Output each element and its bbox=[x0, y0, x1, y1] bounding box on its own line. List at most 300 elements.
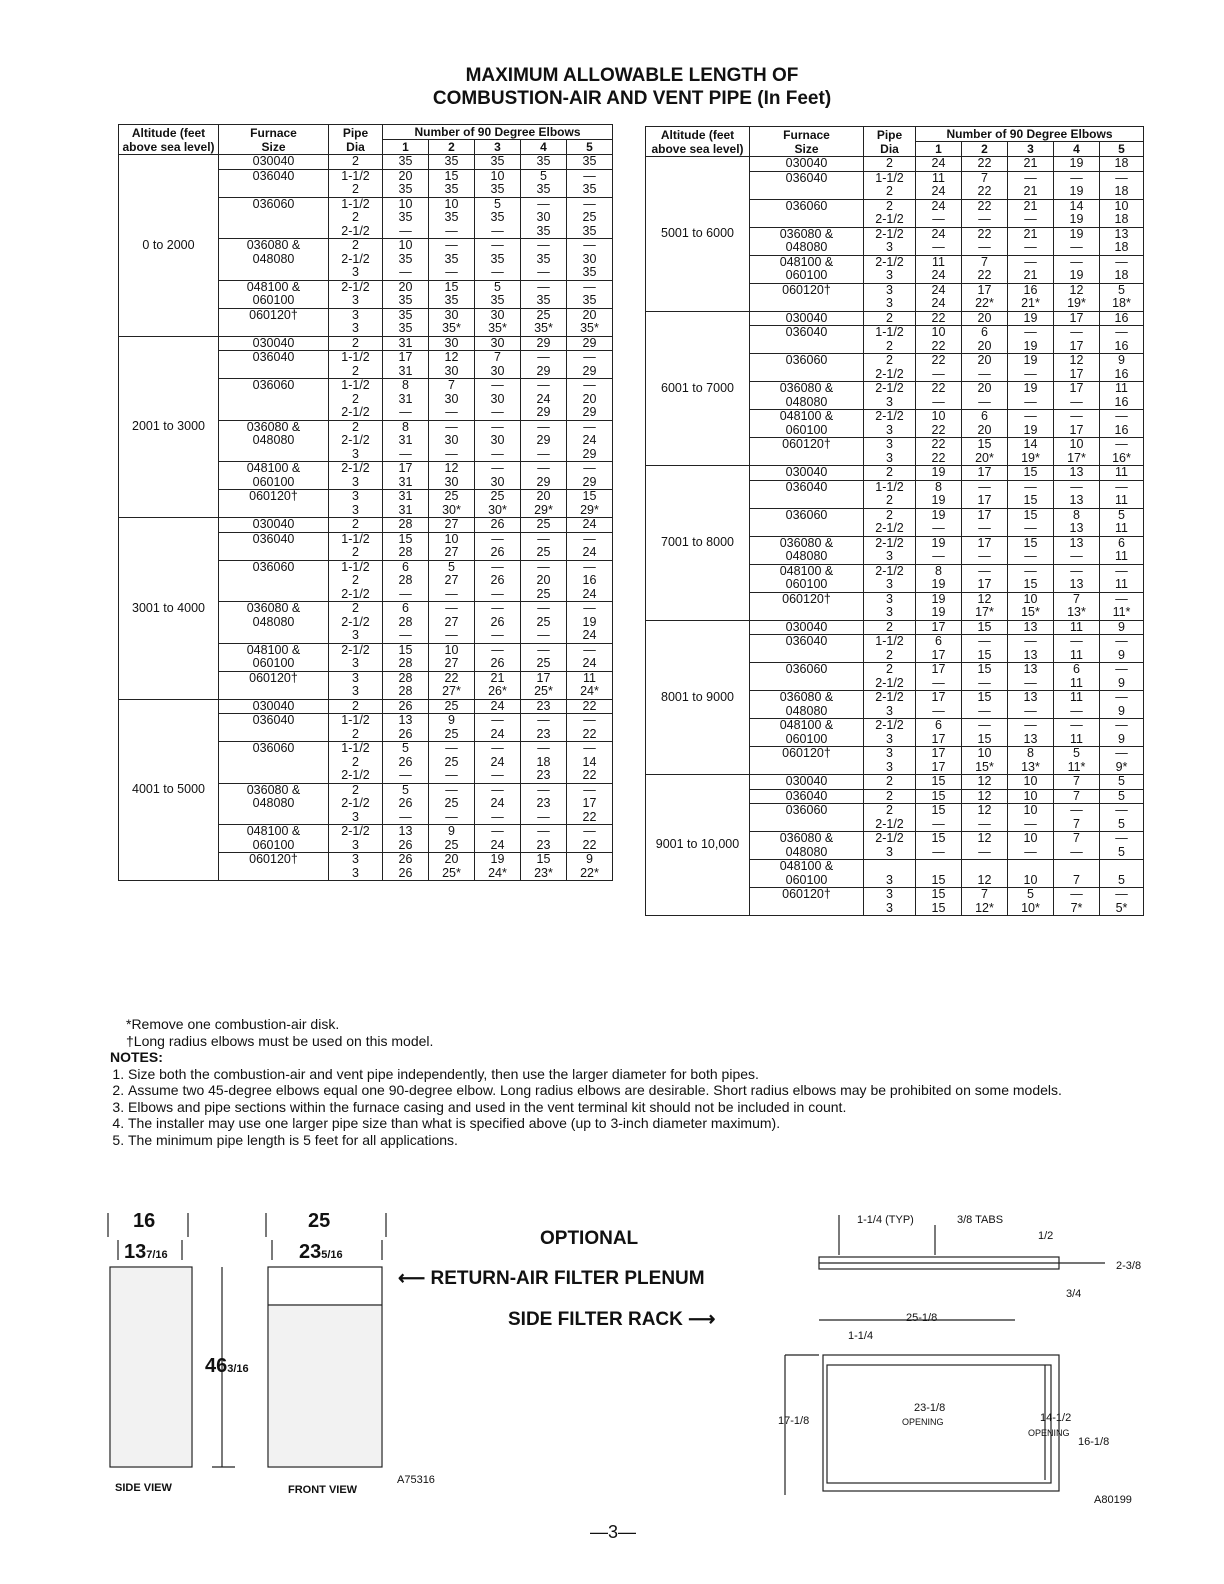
furnace-size-cell-line: 060120† bbox=[249, 489, 298, 503]
pipe-dia-header-line: Dia bbox=[880, 141, 899, 156]
length-cell-line: 25* bbox=[534, 684, 553, 698]
dim-23-whole: 23 bbox=[299, 1241, 322, 1263]
length-cell bbox=[521, 336, 567, 351]
length-cell-line: — bbox=[932, 816, 945, 831]
length-cell bbox=[916, 832, 962, 860]
length-cell-line: 19 bbox=[1023, 381, 1038, 395]
length-cell bbox=[567, 742, 613, 784]
pipe-dia-cell bbox=[329, 560, 383, 602]
length-cell-line: 15* bbox=[975, 759, 994, 774]
length-cell bbox=[962, 775, 1008, 790]
length-cell-line: — bbox=[445, 809, 458, 824]
length-cell-line: 7 bbox=[981, 887, 988, 901]
length-cell bbox=[475, 602, 521, 644]
furnace-size-header-line: Size bbox=[794, 141, 819, 156]
length-cell-line: 23 bbox=[536, 768, 551, 782]
length-cell-line: 11 bbox=[932, 254, 945, 269]
length-cell-line: — bbox=[1070, 325, 1083, 339]
length-cell-line: 13 bbox=[1023, 619, 1038, 634]
length-cell bbox=[1008, 255, 1054, 283]
pipe-dia-cell-line: 2-1/2 bbox=[875, 226, 904, 241]
furnace-size-cell-line: 060120† bbox=[249, 670, 298, 685]
pipe-dia-cell-line: 2 bbox=[352, 517, 359, 531]
length-cell-line: 35 bbox=[536, 154, 551, 168]
footnote-star: *Remove one combustion-air disk. bbox=[126, 1016, 340, 1032]
length-cell bbox=[1008, 438, 1054, 466]
length-cell-line: 19 bbox=[931, 493, 946, 507]
pipe-dia-cell bbox=[329, 602, 383, 644]
elbows-header-line: Number of 90 Degree Elbows bbox=[946, 127, 1113, 141]
length-cell-line: 22* bbox=[580, 865, 599, 880]
length-cell-line: — bbox=[537, 628, 550, 642]
pipe-dia-cell-line: 1-1/2 bbox=[341, 196, 370, 211]
furnace-size-cell bbox=[750, 592, 864, 620]
length-cell-line: 23 bbox=[536, 698, 551, 713]
pipe-dia-cell-line: 2 bbox=[352, 210, 359, 224]
furnace-size-cell-line: 060120† bbox=[782, 746, 831, 760]
length-cell-line: 22 bbox=[444, 670, 459, 685]
length-cell-line: 9 bbox=[586, 852, 593, 866]
length-cell-line: 19 bbox=[1069, 212, 1084, 226]
pipe-dia-cell-line: 3 bbox=[352, 852, 359, 866]
length-cell-line: 30 bbox=[490, 474, 505, 489]
length-cell bbox=[1054, 410, 1100, 438]
length-cell bbox=[567, 602, 613, 644]
length-cell-line: — bbox=[978, 675, 991, 690]
furnace-size-cell-line: 036040 bbox=[785, 325, 828, 339]
length-cell-line: 16 bbox=[1114, 366, 1129, 381]
furnace-size-cell bbox=[750, 199, 864, 227]
length-cell-line: 35 bbox=[490, 182, 505, 196]
furnace-size-cell bbox=[219, 699, 329, 714]
length-cell-line: 19 bbox=[1069, 226, 1084, 241]
pipe-dia-cell-line: 3 bbox=[886, 703, 893, 718]
length-cell bbox=[916, 410, 962, 438]
length-cell-line: 7 bbox=[1073, 774, 1080, 788]
table-row bbox=[646, 157, 1144, 172]
length-cell-line: 14 bbox=[1069, 198, 1084, 213]
length-cell-line: 11* bbox=[1067, 759, 1086, 774]
length-cell bbox=[916, 382, 962, 410]
front-view-label: FRONT VIEW bbox=[288, 1484, 358, 1496]
length-cell-line: 13* bbox=[1067, 605, 1086, 619]
length-cell-line: — bbox=[445, 768, 458, 782]
length-cell-line: 19 bbox=[1069, 184, 1084, 198]
pipe-dia-cell bbox=[864, 789, 916, 804]
furnace-size-cell bbox=[219, 280, 329, 308]
length-cell-line: 20 bbox=[536, 573, 551, 587]
length-cell-line: — bbox=[978, 549, 991, 563]
length-cell bbox=[1100, 438, 1144, 466]
table-row bbox=[119, 699, 613, 714]
length-cell bbox=[1054, 888, 1100, 916]
length-cell-line: 7 bbox=[448, 378, 455, 392]
pipe-dia-cell bbox=[329, 420, 383, 462]
length-cell-line: 17 bbox=[931, 731, 946, 746]
length-cell-line: 15* bbox=[1021, 605, 1040, 619]
length-cell-line: 15 bbox=[398, 531, 413, 546]
length-cell-line: 28 bbox=[398, 614, 413, 629]
length-cell-line: 35 bbox=[444, 154, 459, 168]
length-cell bbox=[429, 280, 475, 308]
length-cell-line: 15 bbox=[1023, 577, 1038, 591]
pipe-dia-cell bbox=[864, 832, 916, 860]
length-cell bbox=[1100, 747, 1144, 775]
length-cell bbox=[475, 825, 521, 853]
elbow-count-header bbox=[962, 142, 1008, 157]
length-cell bbox=[475, 336, 521, 351]
length-cell-line: 13 bbox=[1069, 493, 1084, 507]
length-cell-line: — bbox=[583, 601, 596, 615]
furnace-size-cell-line: 036080 & bbox=[779, 831, 834, 845]
length-cell bbox=[1054, 283, 1100, 311]
length-cell-line: — bbox=[978, 212, 991, 226]
pipe-dia-cell-line: 3 bbox=[886, 746, 893, 760]
length-cell-line: 35 bbox=[490, 251, 505, 266]
length-cell-line: — bbox=[445, 419, 458, 434]
return-air-plenum-label bbox=[398, 1267, 705, 1290]
length-cell bbox=[962, 326, 1008, 354]
length-cell-line: 8 bbox=[1073, 507, 1080, 522]
length-cell-line: 24 bbox=[582, 586, 597, 601]
length-cell-line: 10 bbox=[398, 196, 413, 211]
length-cell bbox=[521, 518, 567, 533]
length-cell-line: — bbox=[1024, 816, 1037, 831]
elbow-count-header-line: 3 bbox=[1027, 142, 1034, 156]
pipe-dia-cell-line: 2-1/2 bbox=[875, 366, 904, 381]
length-cell-line: — bbox=[1024, 563, 1037, 578]
length-cell-line: 18 bbox=[1114, 184, 1129, 198]
length-cell bbox=[567, 308, 613, 336]
furnace-size-cell bbox=[219, 462, 329, 490]
length-cell-line: — bbox=[978, 718, 991, 732]
furnace-size-cell bbox=[750, 747, 864, 775]
length-cell bbox=[567, 336, 613, 351]
length-cell-line: — bbox=[537, 824, 550, 838]
length-cell-line: 24 bbox=[931, 268, 946, 282]
length-cell bbox=[1100, 508, 1144, 536]
dim-23-fraction: 5/16 bbox=[321, 1249, 343, 1261]
length-cell-line: 21 bbox=[490, 670, 505, 685]
altitude-cell bbox=[119, 155, 219, 337]
length-cell-line: 6 bbox=[981, 409, 988, 423]
notes-heading: NOTES: bbox=[110, 1049, 163, 1065]
altitude-cell-line: 0 to 2000 bbox=[142, 237, 195, 252]
length-cell-line: 12 bbox=[1069, 282, 1084, 297]
length-cell-line: 16 bbox=[1114, 422, 1129, 437]
length-cell-line: — bbox=[491, 223, 504, 238]
length-cell bbox=[429, 602, 475, 644]
furnace-size-cell-line: 048100 & bbox=[779, 409, 834, 423]
pipe-dia-cell-line: 1-1/2 bbox=[875, 479, 904, 494]
length-cell-line: 5 bbox=[1073, 746, 1080, 760]
furnace-size-cell-line: 060100 bbox=[252, 293, 295, 307]
length-cell bbox=[1008, 592, 1054, 620]
length-cell-line: 30 bbox=[490, 335, 505, 350]
length-cell-line: — bbox=[1115, 325, 1128, 339]
furnace-size-cell bbox=[750, 171, 864, 199]
furnace-size-cell bbox=[750, 888, 864, 916]
furnace-size-cell bbox=[219, 308, 329, 336]
length-cell bbox=[429, 518, 475, 533]
length-cell-line: — bbox=[537, 601, 550, 615]
pipe-dia-cell-line: 2 bbox=[352, 391, 359, 406]
length-cell-line: 29 bbox=[582, 474, 597, 489]
dim-13-whole: 13 bbox=[124, 1241, 147, 1263]
altitude-cell-line: 7001 to 8000 bbox=[661, 535, 734, 549]
length-cell-line: 15 bbox=[977, 731, 992, 746]
length-cell bbox=[916, 860, 962, 888]
length-cell-line: 15 bbox=[977, 662, 992, 676]
pipe-dia-cell bbox=[329, 783, 383, 825]
length-cell-line: 27 bbox=[444, 545, 459, 559]
pipe-dia-cell bbox=[329, 280, 383, 308]
length-cell bbox=[916, 480, 962, 508]
pipe-dia-cell-line: 3 bbox=[352, 489, 359, 503]
length-cell-line: — bbox=[1024, 844, 1037, 859]
length-cell-line: 9 bbox=[448, 713, 455, 727]
length-cell-line: 23 bbox=[536, 837, 551, 852]
side-filter-rack-text: SIDE FILTER RACK bbox=[508, 1309, 683, 1330]
length-cell-line: — bbox=[583, 741, 596, 755]
length-cell bbox=[916, 171, 962, 199]
pipe-dia-cell-line: 1-1/2 bbox=[875, 325, 904, 339]
length-cell-line: 24 bbox=[582, 628, 597, 642]
pipe-dia-cell-line: 2-1/2 bbox=[341, 461, 370, 475]
pipe-dia-cell-line: 2 bbox=[352, 238, 359, 252]
length-cell bbox=[916, 227, 962, 255]
length-cell-line: 30 bbox=[582, 251, 597, 266]
length-cell bbox=[521, 420, 567, 462]
length-cell bbox=[475, 783, 521, 825]
furnace-size-cell-line: 030040 bbox=[252, 698, 295, 713]
length-cell-line: 24 bbox=[582, 656, 597, 670]
length-cell-line: 30 bbox=[444, 391, 459, 406]
length-cell-line: 19 bbox=[931, 465, 946, 479]
length-cell-line: 7 bbox=[494, 350, 501, 364]
dim-46 bbox=[205, 1355, 249, 1378]
length-cell-line: 24 bbox=[490, 837, 505, 852]
furnace-size-cell-line: 036060 bbox=[785, 662, 828, 676]
furnace-size-cell-line: 060120† bbox=[782, 282, 831, 297]
length-cell-line: 30 bbox=[490, 363, 505, 378]
length-cell-line: 24 bbox=[490, 796, 505, 810]
length-cell-line: 26 bbox=[490, 656, 505, 670]
length-cell bbox=[567, 490, 613, 518]
length-cell bbox=[916, 283, 962, 311]
length-cell-line: 7 bbox=[981, 254, 988, 269]
length-cell-line: 15 bbox=[582, 489, 597, 503]
furnace-size-cell-line: 036080 & bbox=[779, 226, 834, 241]
length-cell-line: 10 bbox=[931, 325, 946, 339]
length-cell bbox=[962, 564, 1008, 592]
length-cell bbox=[1100, 635, 1144, 663]
length-cell-line: — bbox=[978, 844, 991, 859]
length-cell-line: 31 bbox=[398, 474, 413, 489]
length-cell-line: 7* bbox=[1070, 900, 1083, 915]
pipe-dia-cell-line: 2 bbox=[352, 726, 359, 741]
length-cell-line: — bbox=[583, 713, 596, 727]
length-cell-line: 17 bbox=[977, 493, 992, 507]
length-cell bbox=[962, 438, 1008, 466]
pipe-dia-header-line: Pipe bbox=[342, 125, 369, 140]
altitude-cell bbox=[646, 775, 750, 916]
length-cell bbox=[475, 532, 521, 560]
length-cell bbox=[916, 719, 962, 747]
length-cell-line: — bbox=[1024, 634, 1037, 648]
length-cell-line: 35 bbox=[582, 293, 597, 307]
pipe-dia-cell bbox=[864, 663, 916, 691]
length-cell-line: 13 bbox=[1069, 535, 1084, 550]
dim-25: 25 bbox=[308, 1210, 331, 1232]
pipe-dia-cell-line: 3 bbox=[886, 872, 893, 887]
pipe-dia-cell bbox=[864, 719, 916, 747]
furnace-size-cell bbox=[750, 438, 864, 466]
note-item: 4. The installer may use one larger pipe size than what is specified above (up to 3-inch diameter maximum). bbox=[128, 1115, 1170, 1132]
length-cell bbox=[429, 560, 475, 602]
length-cell-line: — bbox=[537, 196, 550, 211]
length-cell bbox=[916, 747, 962, 775]
length-cell bbox=[1008, 888, 1054, 916]
length-cell bbox=[1008, 832, 1054, 860]
elbow-count-header bbox=[916, 142, 962, 157]
length-cell bbox=[916, 326, 962, 354]
length-cell-line: 19 bbox=[1023, 422, 1038, 437]
length-cell bbox=[475, 490, 521, 518]
length-cell-line: 15 bbox=[977, 647, 992, 662]
length-cell-line: — bbox=[537, 378, 550, 392]
length-cell bbox=[567, 643, 613, 671]
furnace-size-cell bbox=[750, 283, 864, 311]
length-cell-line: 10 bbox=[1023, 831, 1038, 845]
furnace-size-cell-line: 030040 bbox=[252, 517, 295, 531]
pipe-dia-cell-line: 2-1/2 bbox=[341, 796, 370, 810]
length-cell-line: 16 bbox=[1114, 338, 1129, 353]
length-cell bbox=[521, 699, 567, 714]
length-cell-line: 24 bbox=[931, 226, 946, 241]
length-cell-line: — bbox=[583, 531, 596, 546]
length-cell-line: — bbox=[1024, 549, 1037, 563]
elbow-count-header-line: 1 bbox=[402, 140, 409, 154]
length-cell-line: — bbox=[491, 419, 504, 434]
length-cell bbox=[916, 311, 962, 326]
furnace-size-cell bbox=[750, 564, 864, 592]
length-cell-line: 17 bbox=[977, 577, 992, 591]
length-cell-line: 11 bbox=[1070, 675, 1083, 690]
elbow-count-header bbox=[1100, 142, 1144, 157]
length-cell bbox=[1100, 382, 1144, 410]
length-cell-line: 24 bbox=[490, 698, 505, 713]
length-cell-line: 19* bbox=[1021, 450, 1040, 465]
length-cell-line: — bbox=[537, 782, 550, 797]
pipe-dia-cell-line: 2 bbox=[886, 310, 893, 325]
pipe-dia-cell bbox=[329, 532, 383, 560]
length-cell-line: 25 bbox=[536, 307, 551, 322]
length-cell bbox=[567, 532, 613, 560]
length-cell-line: 14 bbox=[582, 754, 597, 769]
length-cell bbox=[1100, 832, 1144, 860]
length-cell-line: — bbox=[491, 713, 504, 727]
furnace-size-cell-line: 036040 bbox=[252, 350, 295, 364]
length-cell-line: 17 bbox=[1069, 381, 1084, 395]
length-cell bbox=[962, 804, 1008, 832]
length-cell bbox=[916, 536, 962, 564]
length-cell-line bbox=[919, 860, 958, 874]
length-cell bbox=[521, 351, 567, 379]
furnace-size-cell bbox=[750, 157, 864, 172]
length-cell-line: 29 bbox=[536, 335, 551, 350]
furnace-size-header-line: Furnace bbox=[250, 125, 297, 140]
pipe-dia-cell-line: 2 bbox=[886, 465, 893, 479]
furnace-size-cell bbox=[219, 351, 329, 379]
length-cell-line: 17 bbox=[398, 461, 413, 475]
length-cell-line: 20* bbox=[975, 450, 994, 465]
length-cell bbox=[475, 239, 521, 281]
length-cell bbox=[475, 280, 521, 308]
length-cell bbox=[429, 671, 475, 699]
length-cell-line: 12 bbox=[977, 591, 992, 606]
length-cell-line: — bbox=[583, 419, 596, 434]
pipe-dia-cell bbox=[329, 239, 383, 281]
rack-typ-dim: 1-1/4 (TYP) bbox=[857, 1214, 914, 1226]
length-cell-line: 5 bbox=[494, 196, 501, 211]
length-cell-line: 29 bbox=[536, 433, 551, 447]
length-cell-line: 12 bbox=[977, 788, 992, 803]
length-cell-line: — bbox=[491, 809, 504, 824]
length-cell-line: 21 bbox=[1023, 184, 1038, 198]
length-cell-line: 8 bbox=[935, 479, 942, 494]
pipe-dia-header-line: Dia bbox=[346, 139, 365, 154]
furnace-size-cell-line: 036040 bbox=[785, 479, 828, 494]
length-cell-line: 9 bbox=[448, 824, 455, 838]
length-cell-line: 29 bbox=[582, 446, 597, 461]
length-cell-line: — bbox=[491, 446, 504, 461]
length-cell bbox=[1054, 199, 1100, 227]
furnace-size-cell bbox=[219, 490, 329, 518]
length-cell-line: 11 bbox=[1115, 493, 1128, 507]
length-cell-line: — bbox=[583, 782, 596, 797]
length-cell-line: 20 bbox=[398, 168, 413, 183]
length-cell-line: 11 bbox=[583, 670, 596, 685]
length-cell-line: 15 bbox=[444, 168, 459, 183]
length-cell-line: — bbox=[537, 446, 550, 461]
length-cell-line: 20 bbox=[398, 279, 413, 294]
length-cell-line: 19 bbox=[931, 591, 946, 606]
furnace-size-cell bbox=[219, 197, 329, 239]
pipe-dia-cell-line: 2-1/2 bbox=[875, 409, 904, 423]
length-cell-line: 21 bbox=[1023, 268, 1038, 282]
length-cell-line: — bbox=[491, 265, 504, 279]
length-cell-line: 15 bbox=[1023, 465, 1038, 479]
length-cell-line: — bbox=[1070, 703, 1083, 718]
length-cell bbox=[1008, 719, 1054, 747]
length-cell-line: 17 bbox=[536, 670, 551, 685]
length-cell-line: — bbox=[399, 405, 412, 419]
length-cell-line: 6 bbox=[935, 634, 942, 648]
length-cell bbox=[962, 635, 1008, 663]
pipe-dia-cell bbox=[329, 671, 383, 699]
length-cell-line: 19 bbox=[1069, 156, 1084, 170]
length-cell-line: 25 bbox=[582, 210, 597, 224]
length-cell-line: — bbox=[537, 713, 550, 727]
length-cell-line: 16* bbox=[1112, 450, 1131, 465]
length-cell-line: 6 bbox=[935, 718, 942, 732]
furnace-size-cell bbox=[750, 832, 864, 860]
pipe-dia-cell-line: 1-1/2 bbox=[875, 170, 904, 185]
length-cell-line bbox=[1103, 860, 1140, 874]
length-cell bbox=[1054, 255, 1100, 283]
length-cell-line: 7 bbox=[1073, 816, 1080, 831]
